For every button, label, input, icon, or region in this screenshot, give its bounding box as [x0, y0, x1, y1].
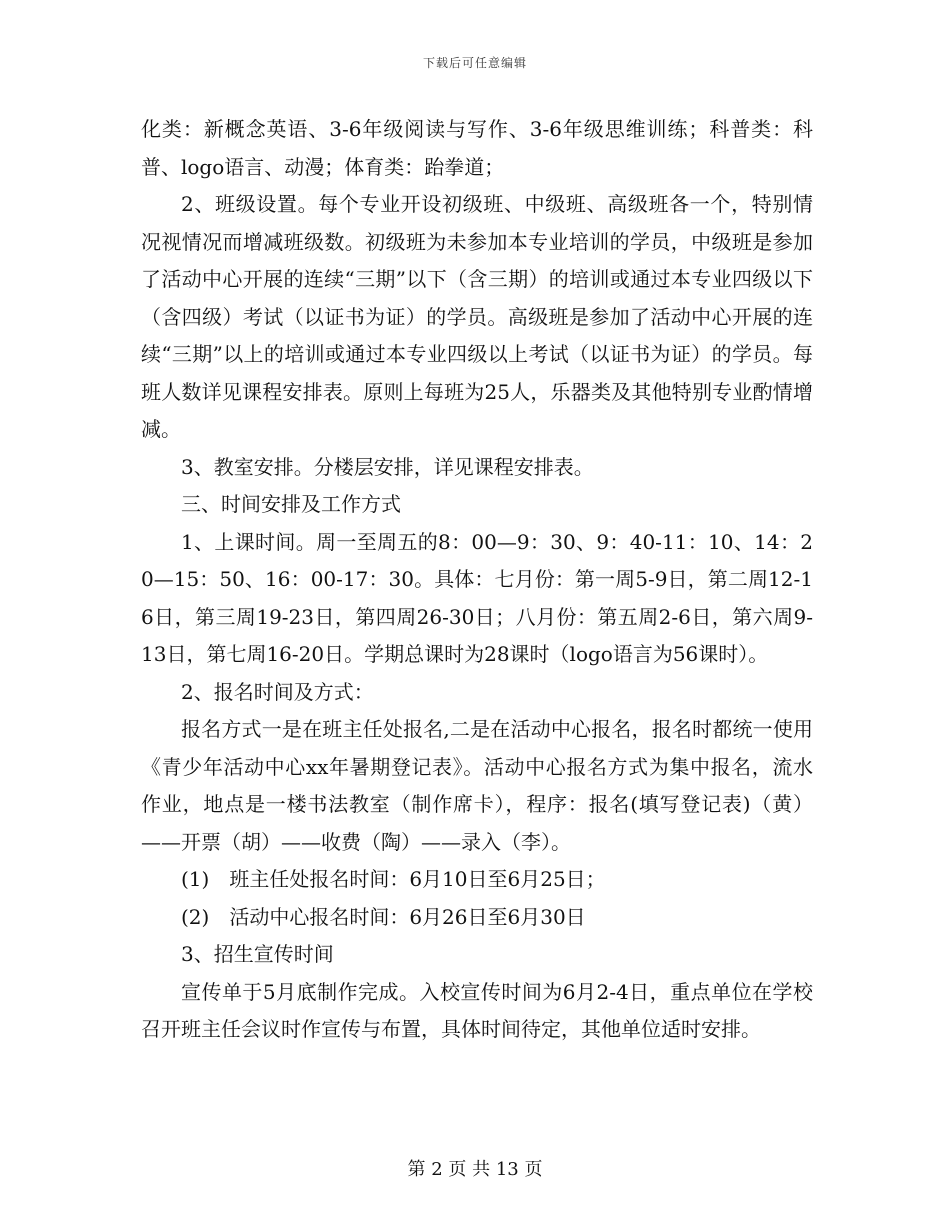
- list-item: (1) 班主任处报名时间：6月10日至6月25日；: [181, 867, 606, 891]
- paragraph: 2、报名时间及方式：: [181, 679, 374, 704]
- paragraph: 1、上课时间。周一至周五的8：00—9：30、9：40-11：10、14：20—15：50、16：00-17：30。具体：七月份：第一周5-9日，第二周12-16日，第三周19-23日，第四周26-30日；八月份：第五周2-6日，第六周9-13日，第七周16-20日。学期总课时为28课时（logo语言为56课时）。: [141, 529, 813, 666]
- paragraph: 宣传单于5月底制作完成。入校宣传时间为6月2-4日，重点单位在学校召开班主任会议时作宣传与布置，具体时间待定，其他单位适时安排。: [141, 979, 813, 1041]
- page-footer: 第 2 页 共 13 页: [407, 1159, 543, 1180]
- page-header: 下载后可任意编辑: [422, 56, 527, 70]
- paragraph: 2、班级设置。每个专业开设初级班、中级班、高级班各一个，特别情况视情况而增减班级数。初级班为未参加本专业培训的学员，中级班是参加了活动中心开展的连续“三期”以下（含三期）的培训或通过本专业四级以下（含四级）考试（以证书为证）的学员。高级班是参加了活动中心开展的连续“三期”以上的培训或通过本专业四级以上考试（以证书为证）的学员。每班人数详见课程安排表。原则上每班为25人，乐器类及其他特别专业酌情增减。: [141, 192, 813, 441]
- list-item: (2) 活动中心报名时间：6月26日至6月30日: [181, 904, 586, 929]
- paragraph: 化类：新概念英语、3-6年级阅读与写作、3-6年级思维训练；科普类：科普、logo语言、动漫；体育类：跆拳道；: [141, 117, 813, 179]
- paragraph: 报名方式一是在班主任处报名,二是在活动中心报名，报名时都统一使用《青少年活动中心xx年暑期登记表》。活动中心报名方式为集中报名，流水作业，地点是一楼书法教室（制作席卡），程序：报名(填写登记表)（黄）——开票（胡）——收费（陶）——录入（李）。: [141, 717, 813, 854]
- paragraph: 3、教室安排。分楼层安排，详见课程安排表。: [181, 454, 594, 479]
- section-heading: 三、时间安排及工作方式: [181, 492, 401, 516]
- paragraph: 3、招生宣传时间: [181, 942, 334, 966]
- document-body: [141, 111, 813, 1049]
